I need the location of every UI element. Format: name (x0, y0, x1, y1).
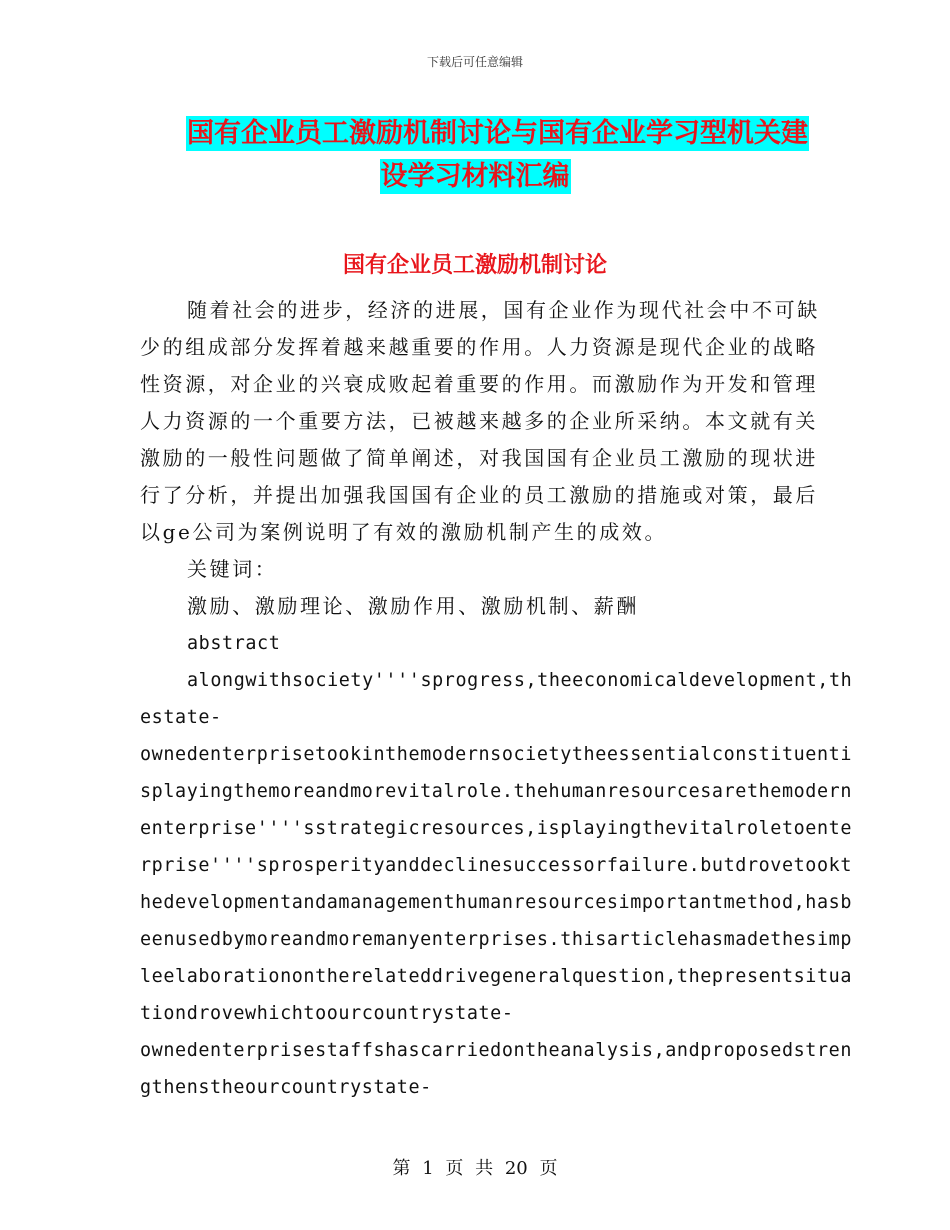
section-title: 国有企业员工激励机制讨论 (342, 253, 607, 278)
paragraph-line: 性资源，对企业的兴衰成败起着重要的作用。而激励作为开发和管理 (140, 372, 818, 396)
abstract-line: rprise''''sprosperityanddeclinesuccessorfailure.butdrovetookt (140, 855, 852, 876)
abstract-line: alongwithsociety''''sprogress,theeconomicaldevelopment,th (187, 670, 853, 691)
abstract-line: leelaborationontherelateddrivegeneralquestion,thepresentsitua (140, 966, 852, 987)
document-title-line-2: 设学习材料汇编 (380, 161, 570, 192)
abstract-line: enterprise''''sstrategicresources,isplayingthevitalroletoente (140, 818, 852, 839)
abstract-line: splayingthemoreandmorevitalrole.thehumanresourcesarethemodern (140, 781, 852, 802)
abstract-line: ownedenterprisestaffshascarriedontheanalysis,andproposedstren (140, 1040, 852, 1061)
paragraph-line: 人力资源的一个重要方法，已被越来越多的企业所采纳。本文就有关 (140, 409, 818, 433)
paragraph-line: 激励的一般性问题做了简单阐述，对我国国有企业员工激励的现状进 (140, 446, 818, 470)
paragraph-line: 少的组成部分发挥着越来越重要的作用。人力资源是现代企业的战略 (140, 335, 818, 359)
header-note: 下载后可任意编辑 (426, 55, 523, 69)
paragraph-line: 随着社会的进步，经济的进展，国有企业作为现代社会中不可缺 (187, 298, 820, 322)
keywords-label: 关键词： (187, 557, 278, 581)
abstract-line: hedevelopmentandamanagementhumanresourcesimportantmethod,hasb (140, 892, 852, 913)
paragraph-line: 以ge公司为案例说明了有效的激励机制产生的成效。 (140, 520, 668, 544)
abstract-line: gthenstheourcountrystate- (140, 1077, 432, 1098)
abstract-line: estate- (140, 707, 222, 728)
page-footer: 第 1 页 共 20 页 (392, 1158, 558, 1179)
abstract-line: eenusedbymoreandmoremanyenterprises.thisarticlehasmadethesimp (140, 929, 852, 950)
document-title-line-1: 国有企业员工激励机制讨论与国有企业学习型机关建 (187, 118, 808, 149)
abstract-heading: abstract (187, 633, 281, 654)
keywords-list: 激励、激励理论、激励作用、激励机制、薪酬 (187, 594, 639, 618)
abstract-line: ownedenterprisetookinthemodernsocietytheessentialconstituenti (140, 744, 852, 765)
paragraph-line: 行了分析，并提出加强我国国有企业的员工激励的措施或对策，最后 (140, 483, 818, 507)
abstract-line: tiondrovewhichtoourcountrystate- (140, 1003, 514, 1024)
